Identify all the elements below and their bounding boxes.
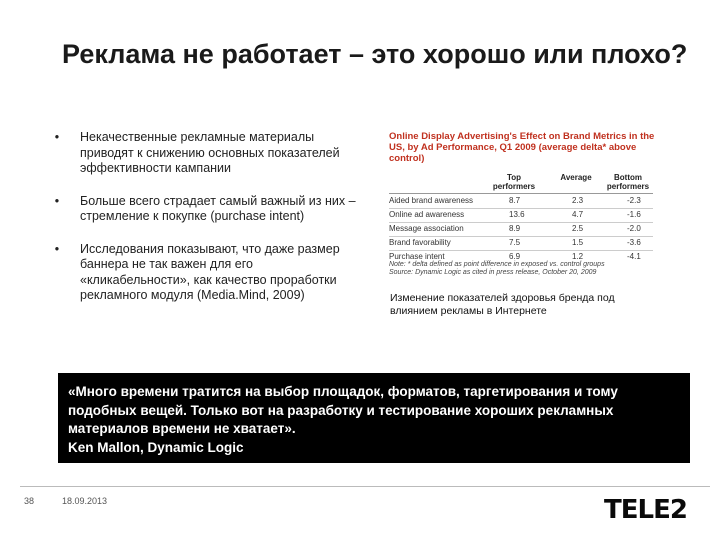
bullet-icon: • <box>54 193 60 208</box>
bullet-text: Больше всего страдает самый важный из них – стремление к покупке (purchase intent) <box>80 193 356 223</box>
bullet-text: Некачественные рекламные материалы приводят к снижению основных показателей эффективности кампании <box>80 130 340 175</box>
bullet-item <box>52 242 362 304</box>
row-avg: 4.7 <box>572 210 584 219</box>
slide-title: Реклама не работает – это хорошо или плохо? <box>62 39 688 69</box>
brand-metrics-table-image <box>385 127 657 276</box>
row-bottom: -4.1 <box>627 252 641 260</box>
row-top: 8.7 <box>509 196 521 205</box>
table-header-average: Average <box>560 173 592 182</box>
table-row <box>389 236 653 251</box>
table-title: Online Display Advertising's Effect on Brand Metrics in the US, by Ad Performance, Q1 2009 (average delta* above control) <box>389 131 655 164</box>
table-row <box>389 208 653 223</box>
bullet-icon: • <box>54 130 60 144</box>
row-avg: 2.5 <box>572 224 584 233</box>
logo-text: TELE2 <box>604 495 687 525</box>
table-row <box>389 222 653 237</box>
row-label: Purchase intent <box>389 252 445 260</box>
row-label: Brand favorability <box>389 238 451 247</box>
bullet-item <box>52 130 362 177</box>
row-avg: 1.5 <box>572 238 584 247</box>
bullet-item <box>52 194 362 225</box>
row-bottom: -2.0 <box>627 224 641 233</box>
row-top: 7.5 <box>509 238 521 247</box>
table-row <box>389 194 653 209</box>
row-bottom: -2.3 <box>627 196 641 205</box>
row-label: Online ad awareness <box>389 210 465 219</box>
row-label: Aided brand awareness <box>389 196 474 205</box>
table-note: Note: * delta defined as point difference in exposed vs. control groups Source: Dynamic Logic as cited in press release, October 20, 2009 <box>389 261 605 276</box>
table-header-bottom: Bottom performers <box>606 173 650 191</box>
row-bottom: -3.6 <box>627 238 641 247</box>
footer-divider <box>20 486 710 487</box>
bullet-list <box>52 130 362 321</box>
tele2-logo <box>604 492 687 528</box>
bullet-text: Исследования показывают, что даже размер баннера не так важен для его «кликабельности», как качество проработки рекламного модуля (Media.Mind, 2009) <box>80 241 340 302</box>
row-label: Message association <box>389 224 464 233</box>
row-avg: 1.2 <box>572 252 584 260</box>
row-avg: 2.3 <box>572 196 584 205</box>
table-row <box>389 250 653 260</box>
row-top: 13.6 <box>509 210 525 219</box>
bullet-icon: • <box>54 241 60 256</box>
row-bottom: -1.6 <box>627 210 641 219</box>
row-top: 8.9 <box>509 224 521 233</box>
quote-box <box>58 373 690 463</box>
page-number: 38 <box>24 496 35 506</box>
quote-author: Ken Mallon, Dynamic Logic <box>68 439 244 455</box>
footer-date: 18.09.2013 <box>62 496 108 506</box>
table-header-top: Top performers <box>492 173 536 191</box>
table-caption: Изменение показателей здоровья бренда под влиянием рекламы в Интернете <box>390 292 615 317</box>
row-top: 6.9 <box>509 252 521 260</box>
quote-text: «Много времени тратится на выбор площадок, форматов, таргетирования и тому подобных вещей. Только вот на разработку и тестирование хороших рекламных материалов времени не хватает». <box>68 384 618 436</box>
